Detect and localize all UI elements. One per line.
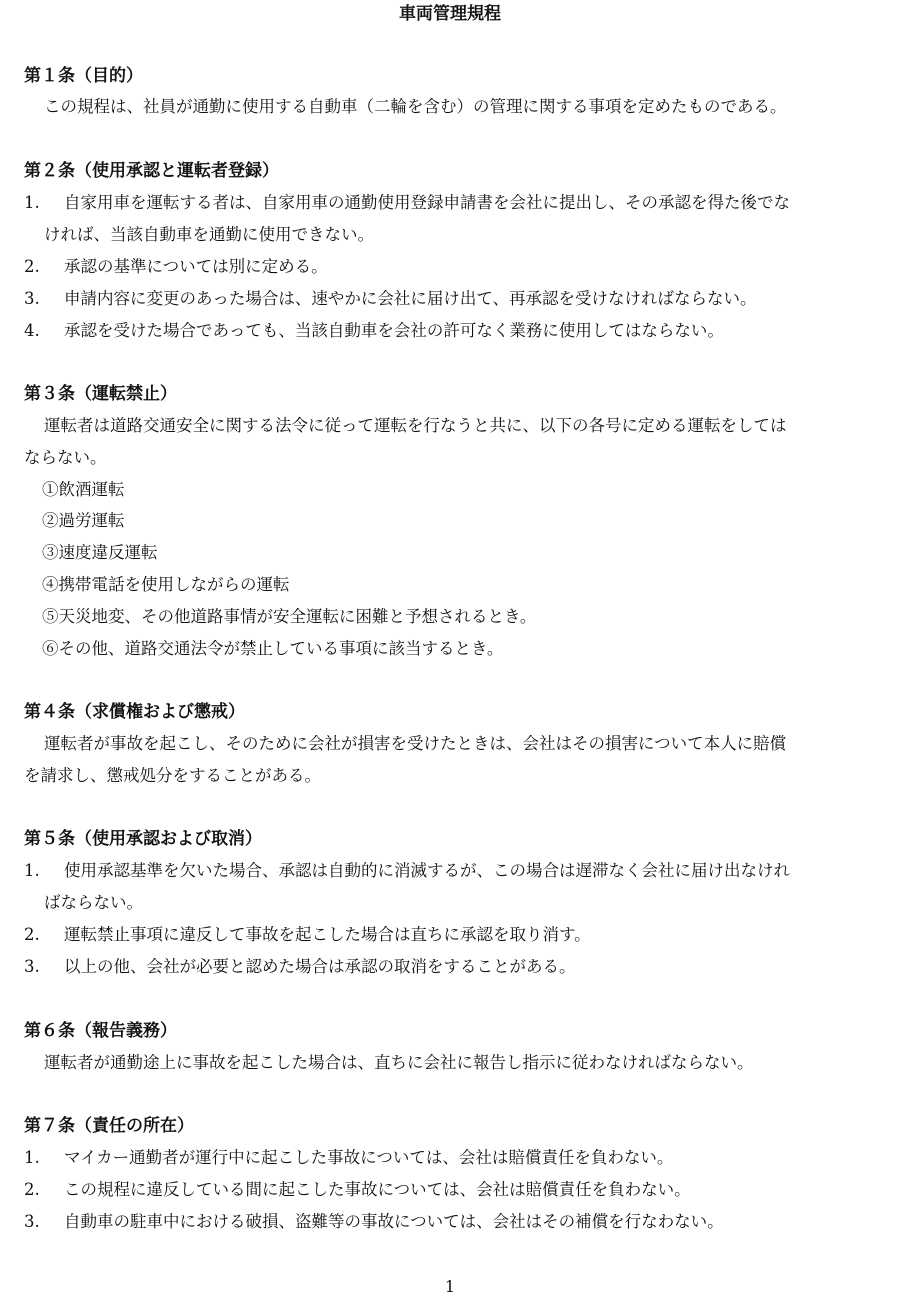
article-2-item-4 bbox=[24, 321, 724, 341]
item-text: 自動車の駐車中における破損、盗難等の事故については、会社はその補償を行なわない。 bbox=[64, 1212, 724, 1231]
item-text: 自家用車を運転する者は、自家用車の通勤使用登録申請書を会社に提出し、その承認を得た後でな bbox=[64, 193, 790, 212]
article-6-paragraph: 運転者が通勤途上に事故を起こした場合は、直ちに会社に報告し指示に従わなければならない。 bbox=[44, 1053, 754, 1072]
article-6-heading: 第６条（報告義務） bbox=[24, 1021, 177, 1041]
item-text: 申請内容に変更のあった場合は、速やかに会社に届け出て、再承認を受けなければならない。 bbox=[64, 289, 757, 308]
article-3-paragraph-line-1: 運転者は道路交通安全に関する法令に従って運転を行なうと共に、以下の各号に定める運転をしては bbox=[44, 416, 787, 435]
item-number: 2. bbox=[24, 925, 40, 944]
article-5-item-2 bbox=[24, 925, 591, 945]
item-number: 2. bbox=[24, 257, 40, 276]
article-4-paragraph-line-2: を請求し、懲戒処分をすることがある。 bbox=[24, 766, 321, 785]
article-5-item-3 bbox=[24, 957, 576, 977]
item-text: 承認の基準については別に定める。 bbox=[64, 257, 328, 276]
article-5-heading: 第５条（使用承認および取消） bbox=[24, 829, 262, 849]
item-text: 以上の他、会社が必要と認めた場合は承認の取消をすることがある。 bbox=[64, 957, 576, 976]
article-1-paragraph: この規程は、社員が通勤に使用する自動車（二輪を含む）の管理に関する事項を定めたものである。 bbox=[44, 97, 787, 116]
article-3-list-item-2: ②過労運転 bbox=[42, 511, 125, 530]
article-3-list-item-5: ⑤天災地変、その他道路事情が安全運転に困難と予想されるとき。 bbox=[42, 607, 537, 626]
item-number: 3. bbox=[24, 1212, 40, 1231]
article-4-paragraph-line-1: 運転者が事故を起こし、そのために会社が損害を受けたときは、会社はその損害について本人に賠償 bbox=[44, 734, 787, 753]
article-2-heading: 第２条（使用承認と運転者登録） bbox=[24, 161, 279, 181]
item-number: 1. bbox=[24, 193, 40, 212]
page-number: 1 bbox=[444, 1277, 456, 1296]
item-number: 3. bbox=[24, 289, 40, 308]
item-number: 1. bbox=[24, 861, 40, 880]
article-2-item-1 bbox=[24, 193, 790, 213]
article-3-list-item-4: ④携帯電話を使用しながらの運転 bbox=[42, 575, 290, 594]
article-7-item-3 bbox=[24, 1212, 724, 1232]
article-3-list-item-6: ⑥その他、道路交通法令が禁止している事項に該当するとき。 bbox=[42, 639, 504, 658]
item-text: 承認を受けた場合であっても、当該自動車を会社の許可なく業務に使用してはならない。 bbox=[64, 321, 724, 340]
article-7-item-1 bbox=[24, 1148, 673, 1168]
document-title: 車両管理規程 bbox=[399, 4, 501, 24]
article-1-heading: 第１条（目的） bbox=[24, 66, 143, 86]
item-text: 運転禁止事項に違反して事故を起こした場合は直ちに承認を取り消す。 bbox=[64, 925, 591, 944]
item-number: 4. bbox=[24, 321, 40, 340]
item-text: 使用承認基準を欠いた場合、承認は自動的に消滅するが、この場合は遅滞なく会社に届け出なけれ bbox=[64, 861, 790, 880]
article-4-heading: 第４条（求償権および懲戒） bbox=[24, 702, 245, 722]
article-2-item-3 bbox=[24, 289, 757, 309]
article-5-item-1 bbox=[24, 861, 790, 881]
item-number: 1. bbox=[24, 1148, 40, 1167]
item-text: この規程に違反している間に起こした事故については、会社は賠償責任を負わない。 bbox=[64, 1180, 691, 1199]
article-7-item-2 bbox=[24, 1180, 691, 1200]
article-7-heading: 第７条（責任の所在） bbox=[24, 1116, 194, 1136]
article-3-list-item-3: ③速度違反運転 bbox=[42, 543, 158, 562]
article-2-item-2 bbox=[24, 257, 328, 277]
article-5-item-1-cont: ばならない。 bbox=[44, 893, 143, 912]
item-number: 3. bbox=[24, 957, 40, 976]
article-3-list-item-1: ①飲酒運転 bbox=[42, 480, 125, 499]
item-text: マイカー通勤者が運行中に起こした事故については、会社は賠償責任を負わない。 bbox=[64, 1148, 674, 1167]
article-3-paragraph-line-2: ならない。 bbox=[24, 448, 107, 467]
item-number: 2. bbox=[24, 1180, 40, 1199]
article-3-heading: 第３条（運転禁止） bbox=[24, 384, 177, 404]
article-2-item-1-cont: ければ、当該自動車を通勤に使用できない。 bbox=[44, 225, 374, 244]
